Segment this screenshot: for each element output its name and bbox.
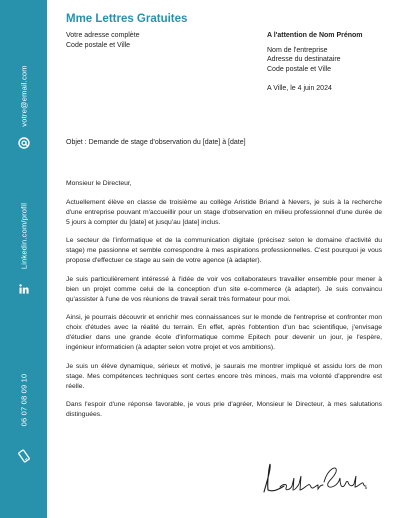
letter-body	[66, 179, 382, 429]
body-paragraph-5: Je suis un élève dynamique, sérieux et motivé, je saurais me montrer impliqué et assidu lors de mon stage. Mes compétences techniques sont certes encore très minces, mais ma volonté d'apprendre est réelle.	[66, 362, 382, 390]
body-paragraph-1: Actuellement élève en classe de troisième au collège Aristide Briand à Nevers, je suis à la recherche d'une entreprise pouvant m'accueillir pour un stage d'observation en milieu professionnel d'une durée de 5 jours à compter du [date] et jusqu'au [date] inclus.	[66, 198, 382, 226]
sender-address: Votre adresse complète	[66, 32, 140, 39]
recipient-block	[267, 31, 363, 74]
body-paragraph-6: Dans l'espoir d'une réponse favorable, je vous prie d'agréer, Monsieur le Directeur, à mes salutations distinguées.	[66, 401, 382, 418]
sidebar	[0, 0, 47, 518]
sender-name: Mme Lettres Gratuites	[66, 13, 188, 25]
sidebar-linkedin[interactable]: Linkedin.com/profil	[19, 202, 28, 270]
body-paragraph-3: Je suis particulièrement intéressé à l'idée de voir vos collaborateurs travailler ensemble pour mener à bien un projet comme celui de la conception d'un site e-commerce (à adapter). Je suis convaincu qu'assister à l'une de vos réunions de travail serait très formateur pour moi.	[66, 275, 382, 303]
phone-icon	[18, 450, 30, 463]
body-paragraph-2: Le secteur de l'informatique et de la communication digitale (précisez selon le domaine d'activité du stage) me passionne et semble correspondre à mes aspirations professionnelles. C'est pourquoi je vous propose d'effectuer ce stage au sein de votre agence (à adapter).	[66, 237, 382, 264]
sidebar-email[interactable]: votre@email.com	[19, 65, 28, 127]
recipient-attention: A l'attention de Nom Prénom	[267, 32, 363, 39]
recipient-postal-city: Code postale et Ville	[267, 65, 332, 73]
letter-subject: Objet : Demande de stage d'observation du [date] à [date]	[66, 139, 246, 146]
linkedin-icon	[19, 284, 29, 294]
recipient-address: Adresse du destinataire	[267, 56, 341, 63]
sender-postal-city: Code postale et Ville	[66, 41, 131, 49]
body-paragraph-4: Ainsi, je pourrais découvrir et enrichir mes connaissances sur le monde de l'entreprise et confronter mon choix d'études avec la réalité du terrain. En effet, après l'obtention d'un bac scientifique, j'envisage d'étudier dans une grande école d'informatique comme Epitech pour devenir un jour, je l'espère, ingénieur informaticien (à adapter selon votre projet et vos ambitions).	[66, 314, 382, 351]
sidebar-email-item	[0, 0, 47, 518]
at-icon	[18, 137, 30, 149]
salutation: Monsieur le Directeur,	[66, 180, 132, 187]
recipient-company: Nom de l'entreprise	[267, 46, 328, 54]
sidebar-phone[interactable]: 06 07 08 09 10	[19, 373, 28, 427]
sender-address-block	[66, 31, 140, 50]
letter-date: A Ville, le 4 juin 2024	[267, 85, 332, 92]
handwritten-signature	[258, 456, 368, 502]
